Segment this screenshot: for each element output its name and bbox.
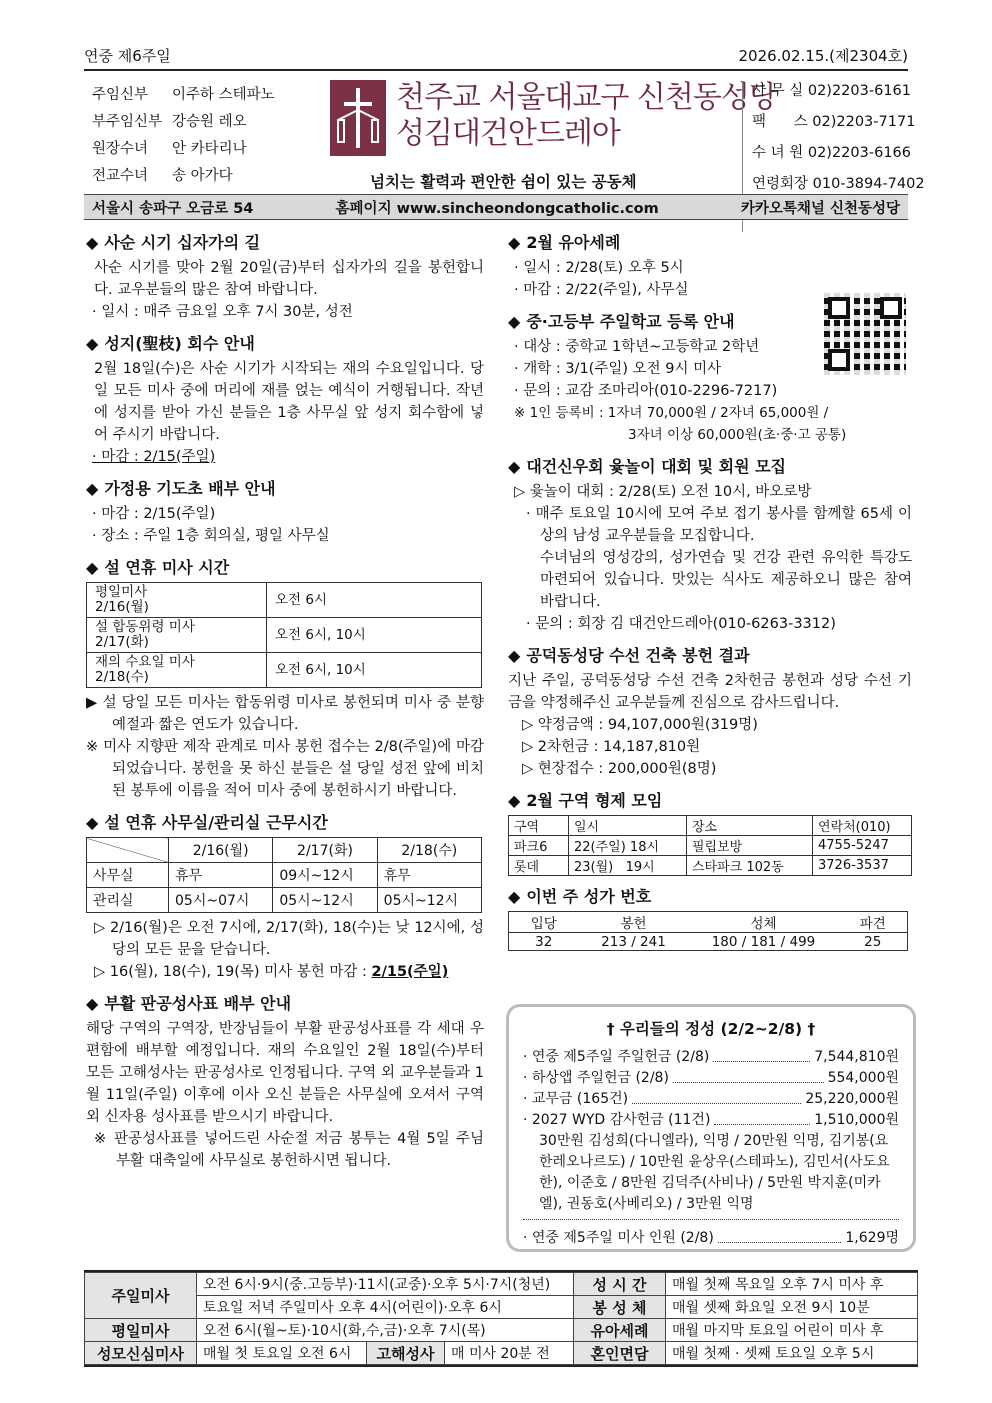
- staff-list: [92, 82, 275, 190]
- section-title: ◆ 중·고등부 주일학교 등록 안내: [508, 312, 735, 331]
- section-title: ◆ 2월 유아세례: [508, 233, 621, 252]
- footer-value: 토요일 저녁 주일미사 오후 4시(어린이)·오후 6시: [197, 1296, 574, 1319]
- church-name: [396, 80, 777, 152]
- section-prayer-candle: [86, 478, 484, 547]
- bullet: · 마감 : 2/22(주일), 사무실: [514, 282, 689, 298]
- table-cell: 오전 6시, 10시: [267, 618, 482, 653]
- section-office-hours: [86, 812, 484, 983]
- table-cell: 25: [864, 933, 882, 950]
- table-header: 2/16(월): [169, 838, 273, 863]
- donor-list: 30만원 김성희(다니엘라), 익명 / 20만원 익명, 김기봉(요한레오나르도) / 10만원 윤상우(스테파노), 김민서(사도요한), 이준호 / 8만원 김덕주(사비나) / 5만원 박지훈(미카엘), 권동호(사베리오) / 3만원 익명: [539, 1133, 890, 1212]
- table-header: 구역: [509, 816, 569, 836]
- section-title: ◆ 가정용 기도초 배부 안내: [86, 479, 276, 498]
- mass-schedule-footer: [84, 1270, 918, 1367]
- section-palm-return: [86, 333, 484, 468]
- footer-value: 오전 6시·9시(중.고등부)·11시(교중)·오후 5시·7시(청년): [197, 1273, 574, 1296]
- footer-label: 주일미사: [85, 1273, 197, 1319]
- section-hymn-numbers: [508, 886, 912, 951]
- table-row: [87, 618, 482, 653]
- section-stations-of-cross: [86, 232, 484, 323]
- table-cell: 사무실: [87, 863, 169, 888]
- table-cell: 22(주일) 18시: [569, 836, 687, 856]
- table-header: 성체: [750, 916, 777, 932]
- section-title: ◆ 성지(聖枝) 회수 안내: [86, 334, 255, 353]
- footer-value: 매월 셋째 화요일 오전 9시 10분: [666, 1296, 918, 1319]
- kakao-channel: 카카오톡채널 신천동성당: [740, 200, 900, 217]
- section-title: ◆ 공덕동성당 수선 건축 봉헌 결과: [508, 646, 750, 665]
- table-cell: 3726-3537: [813, 856, 912, 876]
- contact-fax: 팩 스 02)2203-7171: [752, 114, 916, 130]
- top-rule: [84, 69, 908, 71]
- footer-label: 봉 성 체: [574, 1296, 666, 1319]
- offering-line: · 하상앱 주일헌금 (2/8) 554,000원: [523, 1070, 899, 1086]
- fee-note: 3자녀 이상 60,000원(초·중·고 공통): [628, 427, 847, 443]
- diamond-icon: ◆: [86, 813, 99, 832]
- staff-row: [92, 82, 275, 109]
- section-title: ◆ 부활 판공성사표 배부 안내: [86, 994, 292, 1013]
- table-header: 일시: [569, 816, 687, 836]
- table-cell: 설 합동위령 미사 2/17(화): [87, 618, 267, 653]
- footer-table: [84, 1272, 918, 1365]
- bullet: 수녀님의 영성강의, 성가연습 및 건강 관련 유익한 특강도 마련되어 있습니다. 맛있는 식사도 제공하오니 많은 참여 바랍니다.: [540, 550, 912, 610]
- table-row: [87, 583, 482, 618]
- office-hours-table: [86, 837, 482, 913]
- footer-label: 성 시 간: [574, 1273, 666, 1296]
- staff-name: 이주하 스테파노: [172, 87, 275, 103]
- note: ※ 판공성사표를 넣어드린 사순절 저금 봉투는 4월 5일 주님 부활 대축일에 사무실로 봉헌하시면 됩니다.: [94, 1131, 484, 1169]
- offering-line: · 교무금 (165건) 25,220,000원: [523, 1091, 899, 1107]
- bullet: · 문의 : 회장 김 대건안드레아(010-6263-3312): [526, 616, 836, 632]
- footer-value: 매월 첫째 · 셋째 토요일 오후 5시: [666, 1342, 918, 1365]
- fee-note: ※ 1인 등록비 : 1자녀 70,000원 / 2자녀 65,000원 /: [514, 405, 829, 421]
- table-cell: 09시~12시: [273, 863, 377, 888]
- section-body: 지난 주일, 공덕동성당 수선 건축 2차헌금 봉헌과 성당 수선 기금을 약정해주신 교우분들께 진심으로 감사드립니다.: [508, 673, 912, 711]
- bullet: · 장소 : 주일 1층 회의실, 평일 사무실: [92, 528, 330, 544]
- table-cell: 4755-5247: [813, 836, 912, 856]
- table-row: [85, 1296, 918, 1319]
- table-header: 2/17(화): [273, 838, 377, 863]
- section-sunday-school: [508, 311, 912, 446]
- divider: [523, 1219, 899, 1220]
- table-row: [509, 836, 912, 856]
- table-row: [87, 653, 482, 688]
- bullet: · 마감 : 2/15(주일): [92, 506, 216, 522]
- offering-line: · 2027 WYD 감사헌금 (11건) 1,510,000원: [523, 1112, 899, 1128]
- bullet: ▷ 약정금액 : 94,107,000원(319명): [522, 717, 758, 733]
- bullet: ▷ 2차헌금 : 14,187,810원: [522, 739, 701, 755]
- table-header: 파견: [859, 916, 886, 932]
- footer-label: 혼인면담: [574, 1342, 666, 1365]
- table-cell: 05시~12시: [377, 888, 481, 913]
- footer-label: 성모신심미사: [85, 1342, 197, 1365]
- table-row: [509, 912, 908, 933]
- table-row: [85, 1319, 918, 1342]
- left-column: [86, 232, 484, 1182]
- table-row: [509, 856, 912, 876]
- homepage-link[interactable]: 홈페이지 www.sincheondongcatholic.com: [335, 200, 659, 217]
- table-header: 장소: [687, 816, 813, 836]
- right-column: [508, 232, 912, 961]
- table-cell: 32: [535, 933, 553, 950]
- footer-value: 매월 마지막 토요일 어린이 미사 후: [666, 1319, 918, 1342]
- liturgical-season: 연중 제6주일: [84, 47, 171, 65]
- table-cell: 롯데: [509, 856, 569, 876]
- table-cell: 23(월) 19시: [569, 856, 687, 876]
- table-header: 봉헌: [620, 916, 647, 932]
- table-row: [87, 838, 482, 863]
- footer-value: 매 미사 20분 전: [445, 1342, 574, 1365]
- diamond-icon: ◆: [508, 887, 521, 906]
- slogan: 넘치는 활력과 편안한 쉼이 있는 공동체: [370, 173, 637, 191]
- table-row: [509, 816, 912, 836]
- table-cell: 휴무: [169, 863, 273, 888]
- table-cell: 휴무: [377, 863, 481, 888]
- church-name-line1: 천주교 서울대교구 신천동성당: [396, 80, 777, 115]
- staff-role: 부주임신부: [92, 114, 163, 130]
- section-confession-card: [86, 993, 484, 1172]
- table-corner: [87, 838, 169, 863]
- table-cell: 05시~12시: [273, 888, 377, 913]
- table-row: [87, 888, 482, 913]
- table-header: 연락처(010): [813, 816, 912, 836]
- top-line: [84, 45, 908, 66]
- diamond-icon: ◆: [508, 646, 521, 665]
- staff-name: 안 카타리나: [172, 141, 247, 157]
- diamond-icon: ◆: [508, 312, 521, 331]
- section-holiday-mass: [86, 557, 484, 802]
- district-table: [508, 815, 912, 876]
- diamond-icon: ◆: [508, 457, 521, 476]
- table-row: [87, 863, 482, 888]
- address: 서울시 송파구 오금로 54: [92, 200, 254, 217]
- diamond-icon: ◆: [86, 994, 99, 1013]
- staff-row: [92, 163, 275, 190]
- section-gongdeok-result: [508, 645, 912, 780]
- table-cell: 필립보방: [687, 836, 813, 856]
- table-cell: 스타파크 102동: [687, 856, 813, 876]
- bullet: · 마감 : 2/15(주일): [92, 449, 216, 465]
- table-header: 2/18(수): [377, 838, 481, 863]
- footer-label: 고해성사: [367, 1342, 445, 1365]
- offering-line: · 연중 제5주일 주일헌금 (2/8) 7,544,810원: [523, 1049, 899, 1065]
- staff-row: [92, 136, 275, 163]
- section-title: ◆ 설 연휴 사무실/관리실 근무시간: [86, 813, 328, 832]
- section-title: ◆ 대건신우회 윷놀이 대회 및 회원 모집: [508, 457, 787, 476]
- table-cell: 180 / 181 / 499: [711, 933, 816, 950]
- footer-value: 매월 첫째 목요일 오후 7시 미사 후: [666, 1273, 918, 1296]
- staff-name: 송 아가다: [172, 168, 233, 184]
- footer-value: 매월 첫 토요일 오전 6시: [197, 1342, 367, 1365]
- section-body: 해당 구역의 구역장, 반장님들이 부활 판공성사표를 각 세대 우편함에 배부할 예정입니다. 재의 수요일인 2월 18일(수)부터 모든 고해성사는 판공성사로 인정됩니다. 구역 외 교우분들과 1월 11일(주일) 이후에 이사 오신 분들은 사무실에 오셔서 구역 외 신자용 성사표를 받으시기 바랍니다.: [86, 1021, 484, 1125]
- note: ▶ 설 당일 모든 미사는 합동위령 미사로 봉헌되며 미사 중 분향 예절과 짧은 연도가 있습니다.: [86, 695, 484, 733]
- staff-role: 전교수녀: [92, 168, 149, 184]
- section-infant-baptism: [508, 232, 912, 301]
- issue-date: 2026.02.15.(제2304호): [738, 47, 908, 65]
- bullet: · 대상 : 중학교 1학년~고등학교 2학년: [514, 339, 760, 355]
- contact-office: 사 무 실 02)2203-6161: [752, 83, 911, 99]
- table-cell: 오전 6시, 10시: [267, 653, 482, 688]
- footer-label: 평일미사: [85, 1319, 197, 1342]
- section-title: ◆ 2월 구역 형제 모임: [508, 791, 663, 810]
- church-name-line2: 성김대건안드레아: [396, 116, 620, 151]
- offering-title: † 우리들의 정성 (2/2~2/8) †: [606, 1020, 816, 1038]
- address-bar: [84, 194, 908, 220]
- diamond-icon: ◆: [86, 334, 99, 353]
- section-title: ◆ 사순 시기 십자가의 길: [86, 233, 261, 252]
- note: ▷ 2/16(월)은 오전 7시에, 2/17(화), 18(수)는 낮 12시에, 성당의 모든 문을 닫습니다.: [94, 920, 484, 958]
- diamond-icon: ◆: [86, 479, 99, 498]
- bullet: · 매주 토요일 10시에 모여 주보 접기 봉사를 함께할 65세 이상의 남성 교우분들을 모집합니다.: [526, 506, 913, 544]
- table-cell: 재의 수요일 미사 2/18(수): [87, 653, 267, 688]
- table-header: 입당: [530, 916, 557, 932]
- footer-label: 유아세례: [574, 1319, 666, 1342]
- diamond-icon: ◆: [86, 558, 99, 577]
- table-cell: 213 / 241: [601, 933, 666, 950]
- diamond-icon: ◆: [86, 233, 99, 252]
- table-cell: 평일미사 2/16(월): [87, 583, 267, 618]
- contact-funeral: 연령회장 010-3894-7402: [752, 176, 925, 192]
- bullet: · 개학 : 3/1(주일) 오전 9시 미사: [514, 361, 722, 377]
- footer-value: 오전 6시(월~토)·10시(화,수,금)·오후 7시(목): [197, 1319, 574, 1342]
- section-district-meeting: [508, 790, 912, 876]
- section-body: 사순 시기를 맞아 2월 20일(금)부터 십자가의 길을 봉헌합니다. 교우분들의 많은 참여 바랍니다.: [94, 260, 484, 298]
- table-cell: 05시~07시: [169, 888, 273, 913]
- bullet: ▷ 윷놀이 대회 : 2/28(토) 오전 10시, 바오로방: [514, 484, 812, 500]
- staff-role: 주임신부: [92, 87, 149, 103]
- holiday-mass-table: [86, 582, 482, 688]
- table-row: [85, 1342, 918, 1365]
- diamond-icon: ◆: [508, 791, 521, 810]
- diamond-icon: ◆: [508, 233, 521, 252]
- contact-convent: 수 녀 원 02)2203-6166: [752, 145, 911, 161]
- offering-box: [506, 1004, 916, 1252]
- staff-role: 원장수녀: [92, 141, 149, 157]
- bullet: · 문의 : 교감 조마리아(010-2296-7217): [514, 383, 778, 399]
- qr-code-icon[interactable]: [824, 293, 906, 375]
- attendance-line: · 연중 제5주일 미사 인원 (2/8) 1,629명: [523, 1230, 899, 1246]
- note: ※ 미사 지향판 제작 관계로 미사 봉헌 접수는 2/8(주일)에 마감되었습니다. 봉헌을 못 하신 분들은 설 당일 성전 앞에 비치된 봉투에 이름을 적어 미사 중에 봉헌하시기 바랍니다.: [86, 739, 484, 799]
- staff-name: 강승원 레오: [172, 114, 247, 130]
- church-logo-icon: [330, 80, 386, 156]
- section-title: ◆ 설 연휴 미사 시간: [86, 558, 230, 577]
- table-row: [509, 933, 908, 951]
- contacts: [752, 76, 925, 200]
- section-title: ◆ 이번 주 성가 번호: [508, 887, 652, 906]
- bullet: · 일시 : 2/28(토) 오후 5시: [514, 260, 684, 276]
- bullet: ▷ 현장접수 : 200,000원(8명): [522, 761, 717, 777]
- table-cell: 파크6: [509, 836, 569, 856]
- table-cell: 관리실: [87, 888, 169, 913]
- section-body: 2월 18일(수)은 사순 시기가 시작되는 재의 수요일입니다. 당일 모든 미사 중에 머리에 재를 얹는 예식이 거행됩니다. 작년에 성지를 받아 가신 분들은 1층 사무실 앞 성지 회수함에 넣어 주시기 바랍니다.: [94, 361, 484, 443]
- note: ▷ 16(월), 18(수), 19(목) 미사 봉헌 마감 : 2/15(주일): [94, 964, 449, 980]
- bullet: · 일시 : 매주 금요일 오후 7시 30분, 성전: [92, 304, 353, 320]
- hymn-table: [508, 911, 908, 951]
- section-elder-club: [508, 456, 912, 635]
- table-cell: 오전 6시: [267, 583, 482, 618]
- staff-row: [92, 109, 275, 136]
- table-row: [85, 1273, 918, 1296]
